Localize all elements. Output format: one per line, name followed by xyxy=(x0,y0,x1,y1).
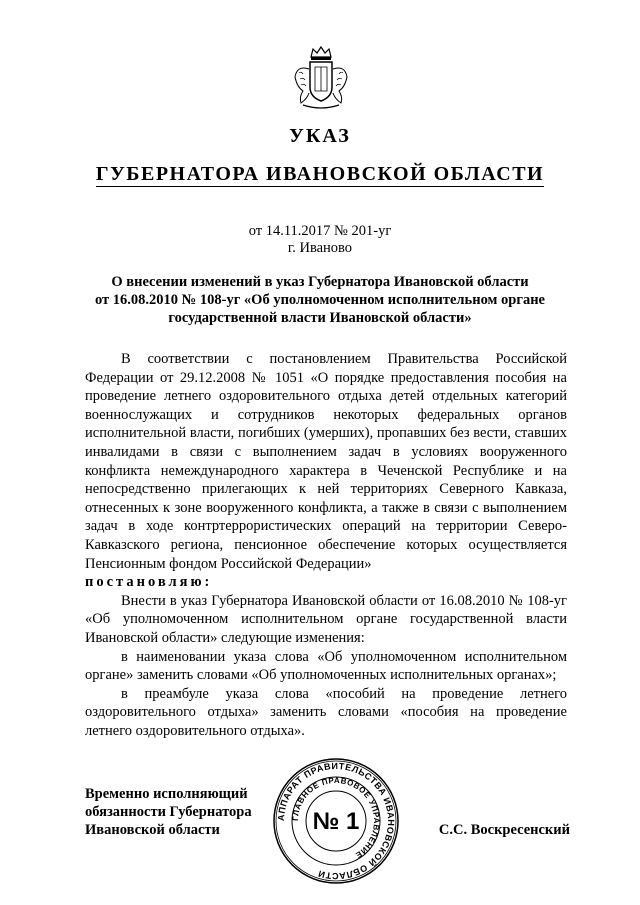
official-seal xyxy=(272,757,400,885)
document-subject xyxy=(60,273,580,327)
body-paragraph: Внести в указ Губернатора Ивановской области от 16.08.2010 № 108-уг «Об уполномоченном исполнительном органе государственной власти Ивановской области» следующие изменения: xyxy=(85,592,567,646)
svg-text:АППАРАТ ПРАВИТЕЛЬСТВА ИВАНОВСК: АППАРАТ ПРАВИТЕЛЬСТВА ИВАНОВСКОЙ ОБЛАСТИ xyxy=(275,760,397,882)
preamble-paragraph: В соответствии с постановлением Правительства Российской Федерации от 29.12.2008 № 1051 «О порядке предоставления пособия на проведение летнего оздоровительного отдыха детей отдельных категорий военнослужащих и сотрудников некоторых федеральных органов исполнительной власти, погибших (умерших), пропавших без вести, ставших инвалидами в связи с выполнением задач в условиях вооруженного конфликта немеждународного характера в Чеченской Республике и на непосредственно прилегающих к ней территориях Северного Кавказа, отнесенных к зоне вооруженного конфликта, а также в связи с выполнением задач в ходе контртеррористических операций на территории Северо-Кавказского региона, пенсионное обеспечение которых осуществляется Пенсионным фондом Российской Федерации» xyxy=(85,351,567,572)
decree-word: постановляю: xyxy=(85,574,213,591)
subject-line: государственной власти Ивановской области» xyxy=(168,310,472,326)
subject-line: от 16.08.2010 № 108-уг «Об уполномоченном исполнительном органе xyxy=(95,292,545,308)
document-authority: ГУБЕРНАТОРА ИВАНОВСКОЙ ОБЛАСТИ xyxy=(95,163,545,185)
subject-line: О внесении изменений в указ Губернатора Ивановской области xyxy=(111,274,529,290)
body-paragraph: в наименовании указа слова «Об уполномоченном исполнительном органе» заменить словами «Об уполномоченных исполнительных органах»; xyxy=(85,648,567,684)
signatory-title: Временно исполняющий обязанности Губернатора Ивановской области xyxy=(85,786,252,838)
svg-text:№ 1: № 1 xyxy=(312,808,360,835)
signatory-name: С.С. Воскресенский xyxy=(438,822,570,838)
document-title: УКАЗ xyxy=(289,125,351,147)
body-paragraph: в преамбуле указа слова «пособий на проведение летнего оздоровительного отдыха» заменить словами «пособия на проведение летнего оздоровительного отдыха». xyxy=(85,685,567,739)
coat-of-arms-icon xyxy=(291,43,351,113)
document-body xyxy=(85,350,567,740)
svg-text:ГЛАВНОЕ ПРАВОВОЕ УПРАВЛЕНИЕ: ГЛАВНОЕ ПРАВОВОЕ УПРАВЛЕНИЕ xyxy=(290,775,382,861)
document-date: от 14.11.2017 № 201-уг xyxy=(248,223,392,239)
document-city: г. Иваново xyxy=(287,240,353,256)
